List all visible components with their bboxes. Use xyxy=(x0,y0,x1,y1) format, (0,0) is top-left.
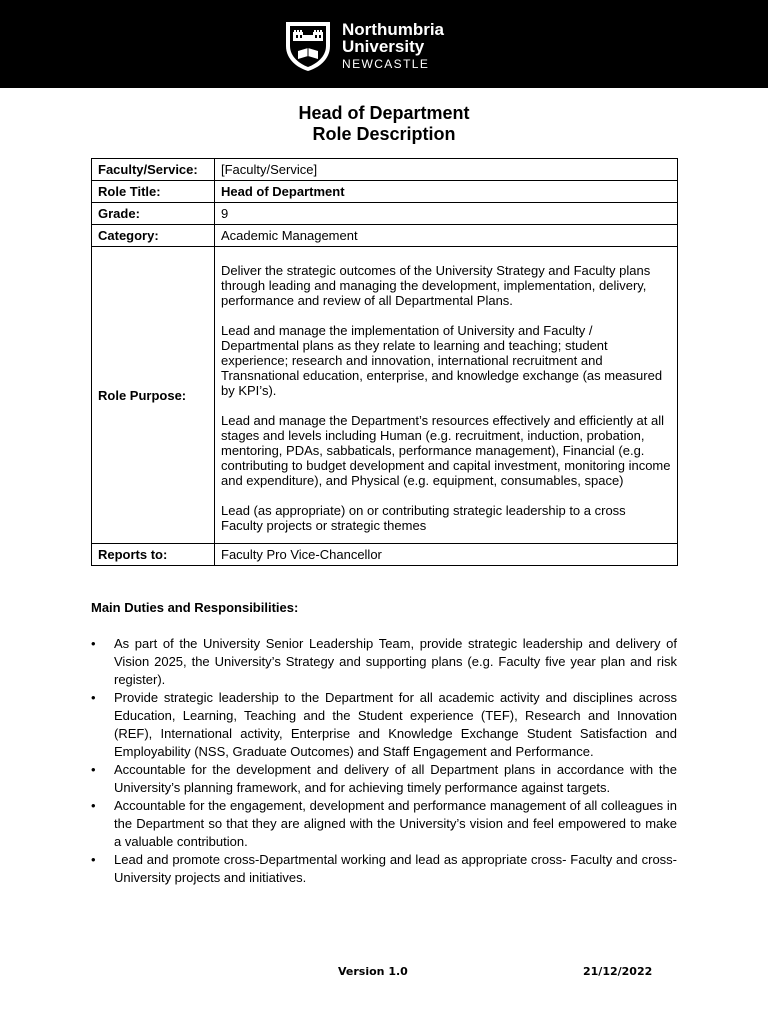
role-purpose-paragraph: Deliver the strategic outcomes of the University Strategy and Faculty plans through leading and managing the development, implementation, delivery, performance and review of all Departmental Plans. xyxy=(221,263,651,308)
faculty-label: Faculty/Service: xyxy=(92,159,215,181)
bullet-icon: • xyxy=(91,690,96,705)
table-row xyxy=(92,544,678,566)
category-label: Category: xyxy=(92,225,215,247)
table-row xyxy=(92,159,678,181)
footer-date: 21/12/2022 xyxy=(583,965,653,978)
list-item xyxy=(91,797,677,851)
list-item xyxy=(91,761,677,797)
role-purpose-paragraph: Lead (as appropriate) on or contributing strategic leadership to a cross Faculty projects or strategic themes xyxy=(221,503,626,533)
bullet-icon: • xyxy=(91,798,96,813)
document-title xyxy=(0,103,768,145)
duty-text: Accountable for the development and delivery of all Department plans in accordance with the University’s planning framework, and for achieving timely performance against targets. xyxy=(114,762,677,795)
university-logo xyxy=(284,20,486,72)
list-item xyxy=(91,851,677,887)
duties-list xyxy=(91,635,677,887)
role-purpose-value xyxy=(215,247,678,544)
page-footer xyxy=(0,964,768,980)
reports-to-label: Reports to: xyxy=(92,544,215,566)
logo-location: NEWCASTLE xyxy=(342,57,430,71)
bullet-icon: • xyxy=(91,762,96,777)
grade-value: 9 xyxy=(215,203,678,225)
role-details-table xyxy=(91,158,678,566)
duty-text: Lead and promote cross-Departmental working and lead as appropriate cross- Faculty and cross-University projects and initiatives. xyxy=(114,852,677,885)
bullet-icon: • xyxy=(91,852,96,867)
duty-text: As part of the University Senior Leadership Team, provide strategic leadership and delivery of Vision 2025, the University’s Strategy and supporting plans (e.g. Faculty five year plan and risk register). xyxy=(114,636,677,687)
logo-name-line2: University xyxy=(342,37,425,56)
role-purpose-paragraph: Lead and manage the Department’s resources effectively and efficiently at all stages and levels including Human (e.g. recruitment, induction, probation, mentoring, PDAs, sabbaticals, performance management), Financial (e.g. contributing to budget development and capital investment, monitoring income and expenditure), and Physical (e.g. equipment, consumables, space) xyxy=(221,413,671,488)
table-row xyxy=(92,203,678,225)
grade-label: Grade: xyxy=(92,203,215,225)
title-line2: Role Description xyxy=(312,124,456,144)
role-purpose-label: Role Purpose: xyxy=(92,247,215,544)
header-bar xyxy=(0,0,768,88)
university-crest-icon xyxy=(284,20,332,72)
logo-name-line1: Northumbria xyxy=(342,20,444,39)
bullet-icon: • xyxy=(91,636,96,651)
footer-version: Version 1.0 xyxy=(338,965,408,978)
list-item xyxy=(91,635,677,689)
role-title-value: Head of Department xyxy=(215,181,678,203)
duty-text: Accountable for the engagement, development and performance management of all colleagues in the Department so that they are aligned with the University’s vision and feel empowered to make a valuable contribution. xyxy=(114,798,677,849)
table-row xyxy=(92,181,678,203)
duty-text: Provide strategic leadership to the Department for all academic activity and disciplines across Education, Learning, Teaching and the Student experience (TEF), Research and Innovation (REF), International activity, Enterprise and Knowledge Exchange Student Satisfaction and Employability (NSS, Graduate Outcomes) and Staff Engagement and Performance. xyxy=(114,690,677,759)
role-purpose-paragraph: Lead and manage the implementation of University and Faculty / Departmental plans as they relate to learning and teaching; student experience; research and innovation, international recruitment and Transnational education, enterprise, and knowledge exchange (as measured by KPI’s). xyxy=(221,323,663,398)
table-row xyxy=(92,247,678,544)
list-item xyxy=(91,689,677,761)
faculty-value: [Faculty/Service] xyxy=(215,159,678,181)
duties-heading: Main Duties and Responsibilities: xyxy=(91,600,299,615)
reports-to-value: Faculty Pro Vice-Chancellor xyxy=(215,544,678,566)
table-row xyxy=(92,225,678,247)
title-line1: Head of Department xyxy=(298,103,470,123)
role-title-label: Role Title: xyxy=(92,181,215,203)
category-value: Academic Management xyxy=(215,225,678,247)
